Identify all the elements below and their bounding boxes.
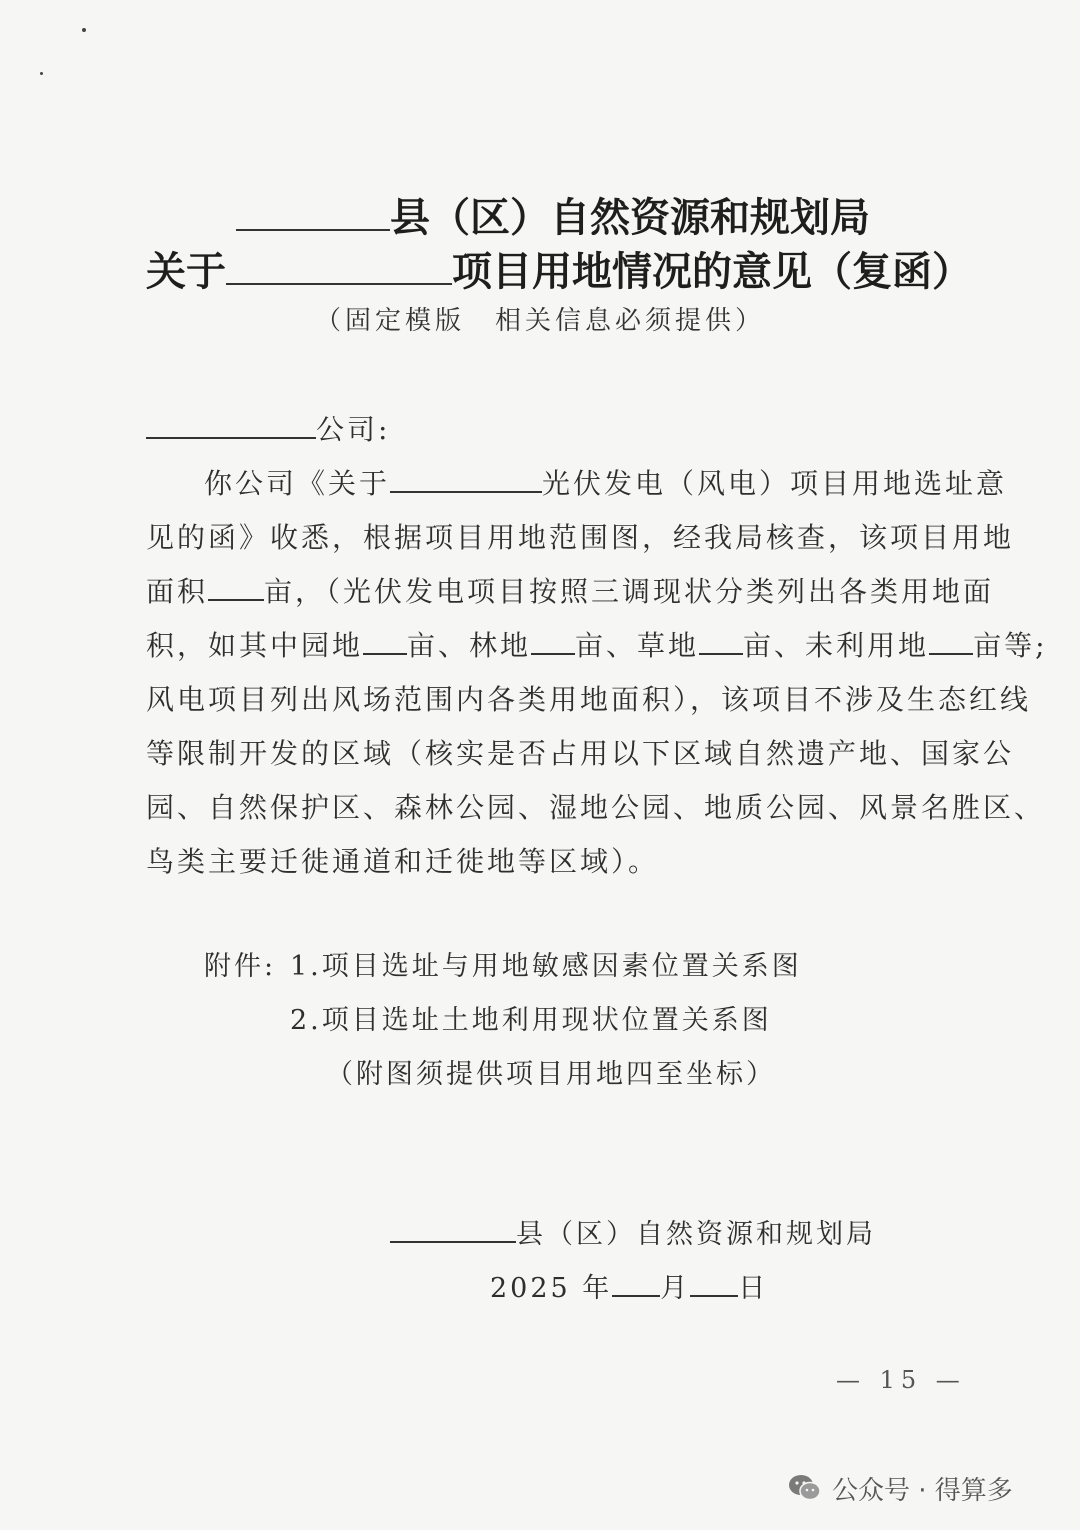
paragraph-text: 你公司《关于	[204, 467, 391, 500]
attachment-item-1: 1.项目选址与用地敏感因素位置关系图	[290, 951, 802, 982]
project-name-blank	[226, 282, 452, 285]
unused-land-blank	[929, 652, 973, 655]
signature-agency-text: 县（区）自然资源和规划局	[516, 1219, 876, 1250]
title-line-1	[0, 186, 1080, 243]
area-blank	[208, 598, 264, 601]
salutation-text: 公司:	[316, 413, 391, 446]
paragraph-text: 面积	[146, 575, 209, 608]
attachments-label: 附件:	[204, 951, 277, 982]
paragraph-line: 见的函》收悉，根据项目用地范围图，经我局核查，该项目用地	[146, 521, 1015, 554]
paragraph-text: 亩、草地	[575, 629, 700, 662]
salutation	[146, 408, 966, 448]
paragraph-text: 亩、未利用地	[743, 629, 930, 662]
paragraph-line: 园、自然保护区、森林公园、湿地公园、地质公园、风景名胜区、	[146, 791, 1046, 824]
title-about: 关于	[146, 248, 226, 295]
paragraph-line	[146, 570, 995, 610]
company-blank	[146, 436, 316, 439]
paragraph-line	[146, 624, 1048, 664]
date-year: 2025 年	[490, 1273, 613, 1304]
title-agency: 县（区）自然资源和规划局	[390, 194, 870, 241]
signature-county-blank	[390, 1240, 516, 1243]
watermark-text: 公众号 · 得算多	[832, 1475, 1013, 1506]
subtitle: （固定模版 相关信息必须提供）	[314, 306, 765, 336]
paragraph-line	[204, 462, 1008, 502]
paragraph-text: 亩，（光伏发电项目按照三调现状分类列出各类用地面	[264, 575, 995, 608]
month-blank	[612, 1294, 660, 1297]
day-blank	[690, 1294, 738, 1297]
attachment-item-2: 2.项目选址土地利用现状位置关系图	[290, 1005, 772, 1036]
garden-blank	[363, 652, 407, 655]
project-blank	[390, 490, 542, 493]
scan-speck	[82, 28, 86, 32]
title-line-2	[0, 240, 1080, 297]
forest-blank	[531, 652, 575, 655]
scan-speck	[40, 72, 43, 75]
signature-agency	[390, 1212, 876, 1251]
watermark	[788, 1468, 1013, 1508]
date-month: 月	[660, 1273, 691, 1304]
paragraph-line: 鸟类主要迁徙通道和迁徙地等区域）。	[146, 845, 660, 878]
paragraph-text: 光伏发电（风电）项目用地选址意	[542, 467, 1008, 500]
paragraph-text: 亩、林地	[407, 629, 532, 662]
page-number: — 15 —	[836, 1366, 966, 1394]
paragraph-text: 亩等;	[973, 629, 1048, 662]
paragraph-text: 积，如其中园地	[146, 629, 364, 662]
title-opinion: 项目用地情况的意见（复函）	[452, 248, 972, 295]
signature-date	[490, 1266, 768, 1305]
date-day: 日	[738, 1273, 769, 1304]
attachment-note: （附图须提供项目用地四至坐标）	[326, 1059, 776, 1090]
grass-blank	[699, 652, 743, 655]
county-blank	[236, 228, 390, 231]
paragraph-line: 风电项目列出风场范围内各类用地面积），该项目不涉及生态红线	[146, 683, 1032, 716]
wechat-icon	[788, 1473, 822, 1503]
paragraph-line: 等限制开发的区域（核实是否占用以下区域自然遗产地、国家公	[146, 737, 1015, 770]
